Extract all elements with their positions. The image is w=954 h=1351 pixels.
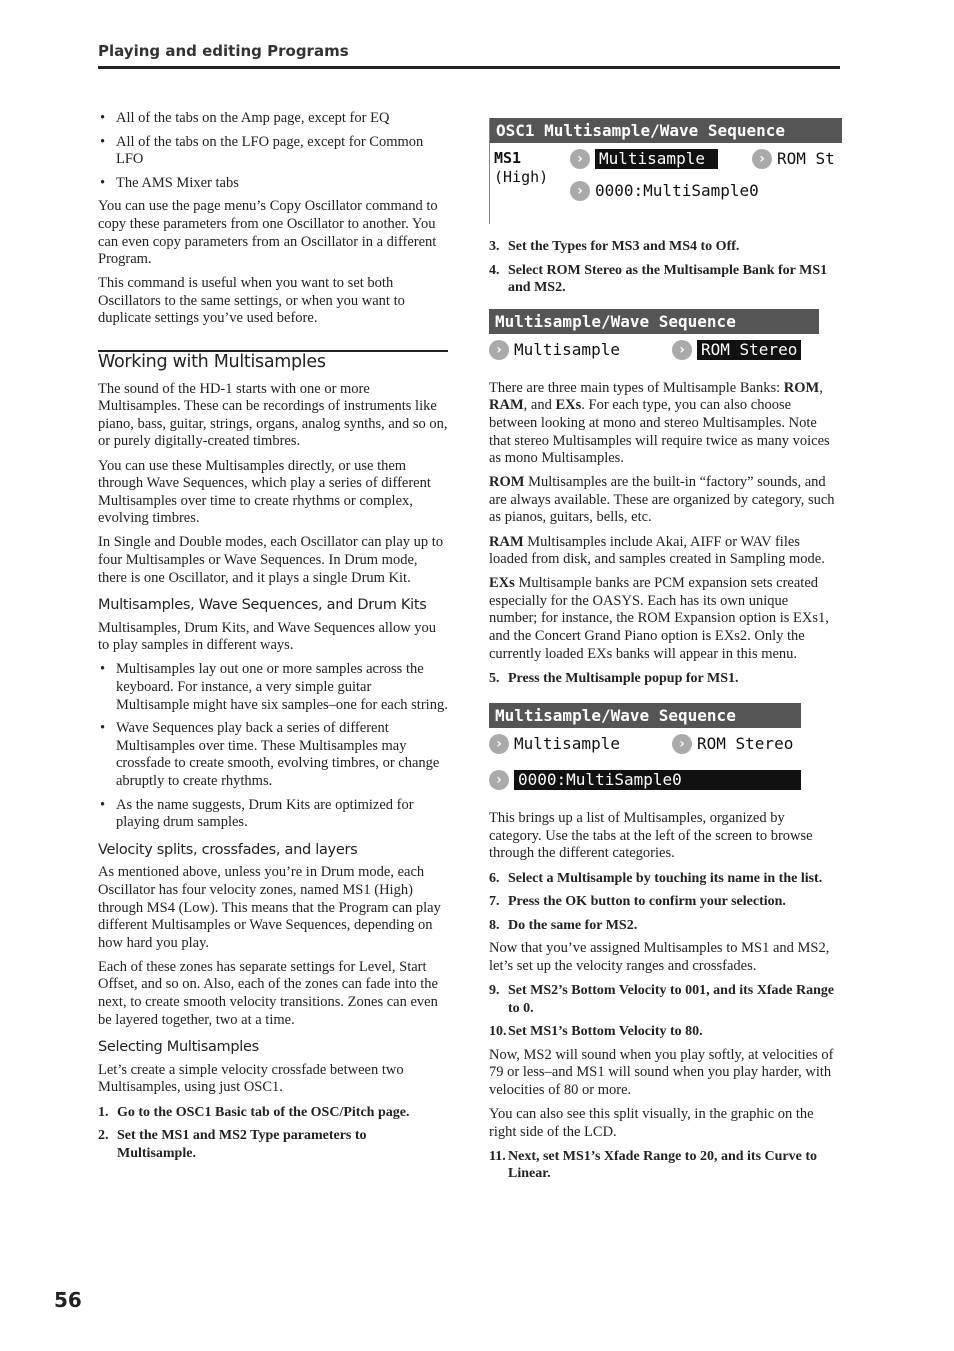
list-item: • All of the tabs on the Amp page, except for EQ (98, 110, 448, 128)
chevron-right-icon[interactable]: › (672, 340, 692, 360)
lcd-type-popup[interactable]: Multisample (595, 149, 718, 169)
lcd-sample-popup[interactable]: 0000:MultiSample0 (595, 181, 759, 201)
lcd-bank-popup[interactable]: ROM Stereo (697, 340, 801, 360)
step-1: 1. Go to the OSC1 Basic tab of the OSC/Pitch page. (98, 1104, 410, 1120)
lcd-title-bar: Multisample/Wave Sequence (489, 309, 819, 334)
paragraph: RAM Multisamples include Akai, AIFF or WAV files loaded from disk, and samples created in Sampling mode. (489, 533, 825, 568)
step-6: 6. Select a Multisample by touching its name in the list. (489, 870, 823, 886)
list-item: • Multisamples lay out one or more samples across the keyboard. For instance, a very simple guitar Multisample might have six samples–one for each string. (98, 661, 448, 714)
paragraph: Each of these zones has separate settings for Level, Start Offset, and so on. Also, each of the zones can fade into the next, to create smooth velocity transitions. Zones can even be layered together, two at a time. (98, 958, 438, 1028)
lcd-zone-sub: (High) (494, 168, 549, 186)
lcd-screenshot-osc1 (489, 118, 842, 224)
subsection-title: Velocity splits, crossfades, and layers (98, 841, 358, 858)
chevron-right-icon[interactable]: › (489, 734, 509, 754)
running-header: Playing and editing Programs (98, 42, 349, 60)
paragraph: You can use the page menu’s Copy Oscillator command to copy these parameters from one Oscillator to another. You can even copy parameters from an Oscillator in a different Program. (98, 198, 438, 268)
paragraph: Multisamples, Drum Kits, and Wave Sequences allow you to play samples in different ways. (98, 619, 437, 654)
subsection-title: Multisamples, Wave Sequences, and Drum Kits (98, 597, 427, 614)
chevron-right-icon[interactable]: › (752, 149, 772, 169)
paragraph: The sound of the HD-1 starts with one or more Multisamples. These can be recordings of instruments like piano, bass, guitar, strings, organs, analog synths, and so on, or purely digitally-created timbres. (98, 380, 448, 450)
lcd-title-bar: OSC1 Multisample/Wave Sequence (490, 118, 842, 143)
paragraph: There are three main types of Multisample Banks: ROM, RAM, and EXs. For each type, you can also choose between looking at mono and stereo Multisamples. Note that stereo Multisamples will require twice as many voices as mono Multisamples. (489, 379, 830, 467)
list-item: • Wave Sequences play back a series of different Multisamples over time. These Multisamples may crossfade to create smooth, evolving timbres, or change abruptly to create rhythms. (98, 720, 448, 790)
paragraph: You can use these Multisamples directly, or use them through Wave Sequences, which play a series of different Multisamples over time to create rhythms or complex, evolving timbres. (98, 457, 431, 527)
step-2: 2. Set the MS1 and MS2 Type parameters to Multisample. (98, 1128, 367, 1161)
step-4: 4. Select ROM Stereo as the Multisample Bank for MS1 and MS2. (489, 262, 828, 296)
page-number: 56 (54, 1288, 82, 1312)
paragraph: ROM Multisamples are the built-in “factory” sounds, and are always available. These are organized by category, such as pianos, guitars, bells, etc. (489, 474, 835, 526)
step-10: 10. Set MS1’s Bottom Velocity to 80. (489, 1024, 703, 1040)
lcd-screenshot-bank (489, 309, 819, 366)
lcd-bank-popup[interactable]: ROM Stereo (697, 734, 794, 754)
paragraph: In Single and Double modes, each Oscillator can play up to four Multisamples or Wave Sequences. In Drum mode, there is one Oscillator, and it plays a single Drum Kit. (98, 534, 444, 586)
step-7: 7. Press the OK button to confirm your selection. (489, 894, 786, 910)
lcd-zone-label: MS1 (494, 149, 522, 167)
list-item: • All of the tabs on the LFO page, except for Common LFO (98, 134, 448, 169)
lcd-type-popup[interactable]: Multisample (514, 734, 620, 754)
chevron-right-icon[interactable]: › (570, 149, 590, 169)
list-item: • The AMS Mixer tabs (98, 175, 448, 193)
paragraph: As mentioned above, unless you’re in Drum mode, each Oscillator has four velocity zones, named MS1 (High) through MS4 (Low). This means that the Program can play different Multisamples or Wave Sequences, depending on how hard you play. (98, 864, 441, 951)
step-8: 8. Do the same for MS2. (489, 917, 638, 933)
lcd-type-popup[interactable]: Multisample (514, 339, 620, 359)
paragraph: EXs Multisample banks are PCM expansion sets created especially for the OASYS. Each has its own unique number; for instance, the ROM Expansion option is EXs1, and the Concert Grand Piano option is EXs2. Only the currently loaded EXs banks will appear in this menu. (489, 575, 829, 662)
paragraph: Now, MS2 will sound when you play softly, at velocities of 79 or less–and MS1 will sound when you play harder, with velocities of 80 or more. (489, 1046, 834, 1098)
bullet-list-mid (98, 661, 448, 831)
paragraph: This command is useful when you want to set both Oscillators to the same settings, or when you want to duplicate settings you’ve used before. (98, 275, 405, 327)
paragraph: Let’s create a simple velocity crossfade between two Multisamples, using just OSC1. (98, 1061, 404, 1096)
lcd-screenshot-popup (489, 703, 801, 796)
chevron-right-icon[interactable]: › (570, 181, 590, 201)
right-column (489, 118, 839, 1189)
lcd-title-bar: Multisample/Wave Sequence (489, 703, 801, 728)
lcd-sample-popup[interactable]: 0000:MultiSample0 (514, 770, 801, 790)
chevron-right-icon[interactable]: › (672, 734, 692, 754)
header-rule (98, 66, 840, 69)
step-5: 5. Press the Multisample popup for MS1. (489, 670, 739, 686)
bullet-list-top (98, 110, 448, 192)
paragraph: This brings up a list of Multisamples, organized by category. Use the tabs at the left of the screen to browse through the different categories. (489, 810, 813, 862)
step-9: 9. Set MS2’s Bottom Velocity to 001, and its Xfade Range to 0. (489, 983, 835, 1016)
section-title: Working with Multisamples (98, 350, 448, 372)
paragraph: Now that you’ve assigned Multisamples to MS1 and MS2, let’s set up the velocity ranges and crossfades. (489, 940, 830, 974)
step-11: 11. Next, set MS1’s Xfade Range to 20, and its Curve to Linear. (489, 1148, 818, 1182)
left-column (98, 110, 448, 1168)
list-item: • As the name suggests, Drum Kits are optimized for playing drum samples. (98, 797, 448, 832)
chevron-right-icon[interactable]: › (489, 770, 509, 790)
step-3: 3. Set the Types for MS3 and MS4 to Off. (489, 239, 740, 254)
chevron-right-icon[interactable]: › (489, 340, 509, 360)
subsection-title: Selecting Multisamples (98, 1039, 259, 1056)
paragraph: You can also see this split visually, in the graphic on the right side of the LCD. (489, 1106, 814, 1140)
lcd-bank-popup[interactable]: ROM St (777, 149, 835, 169)
